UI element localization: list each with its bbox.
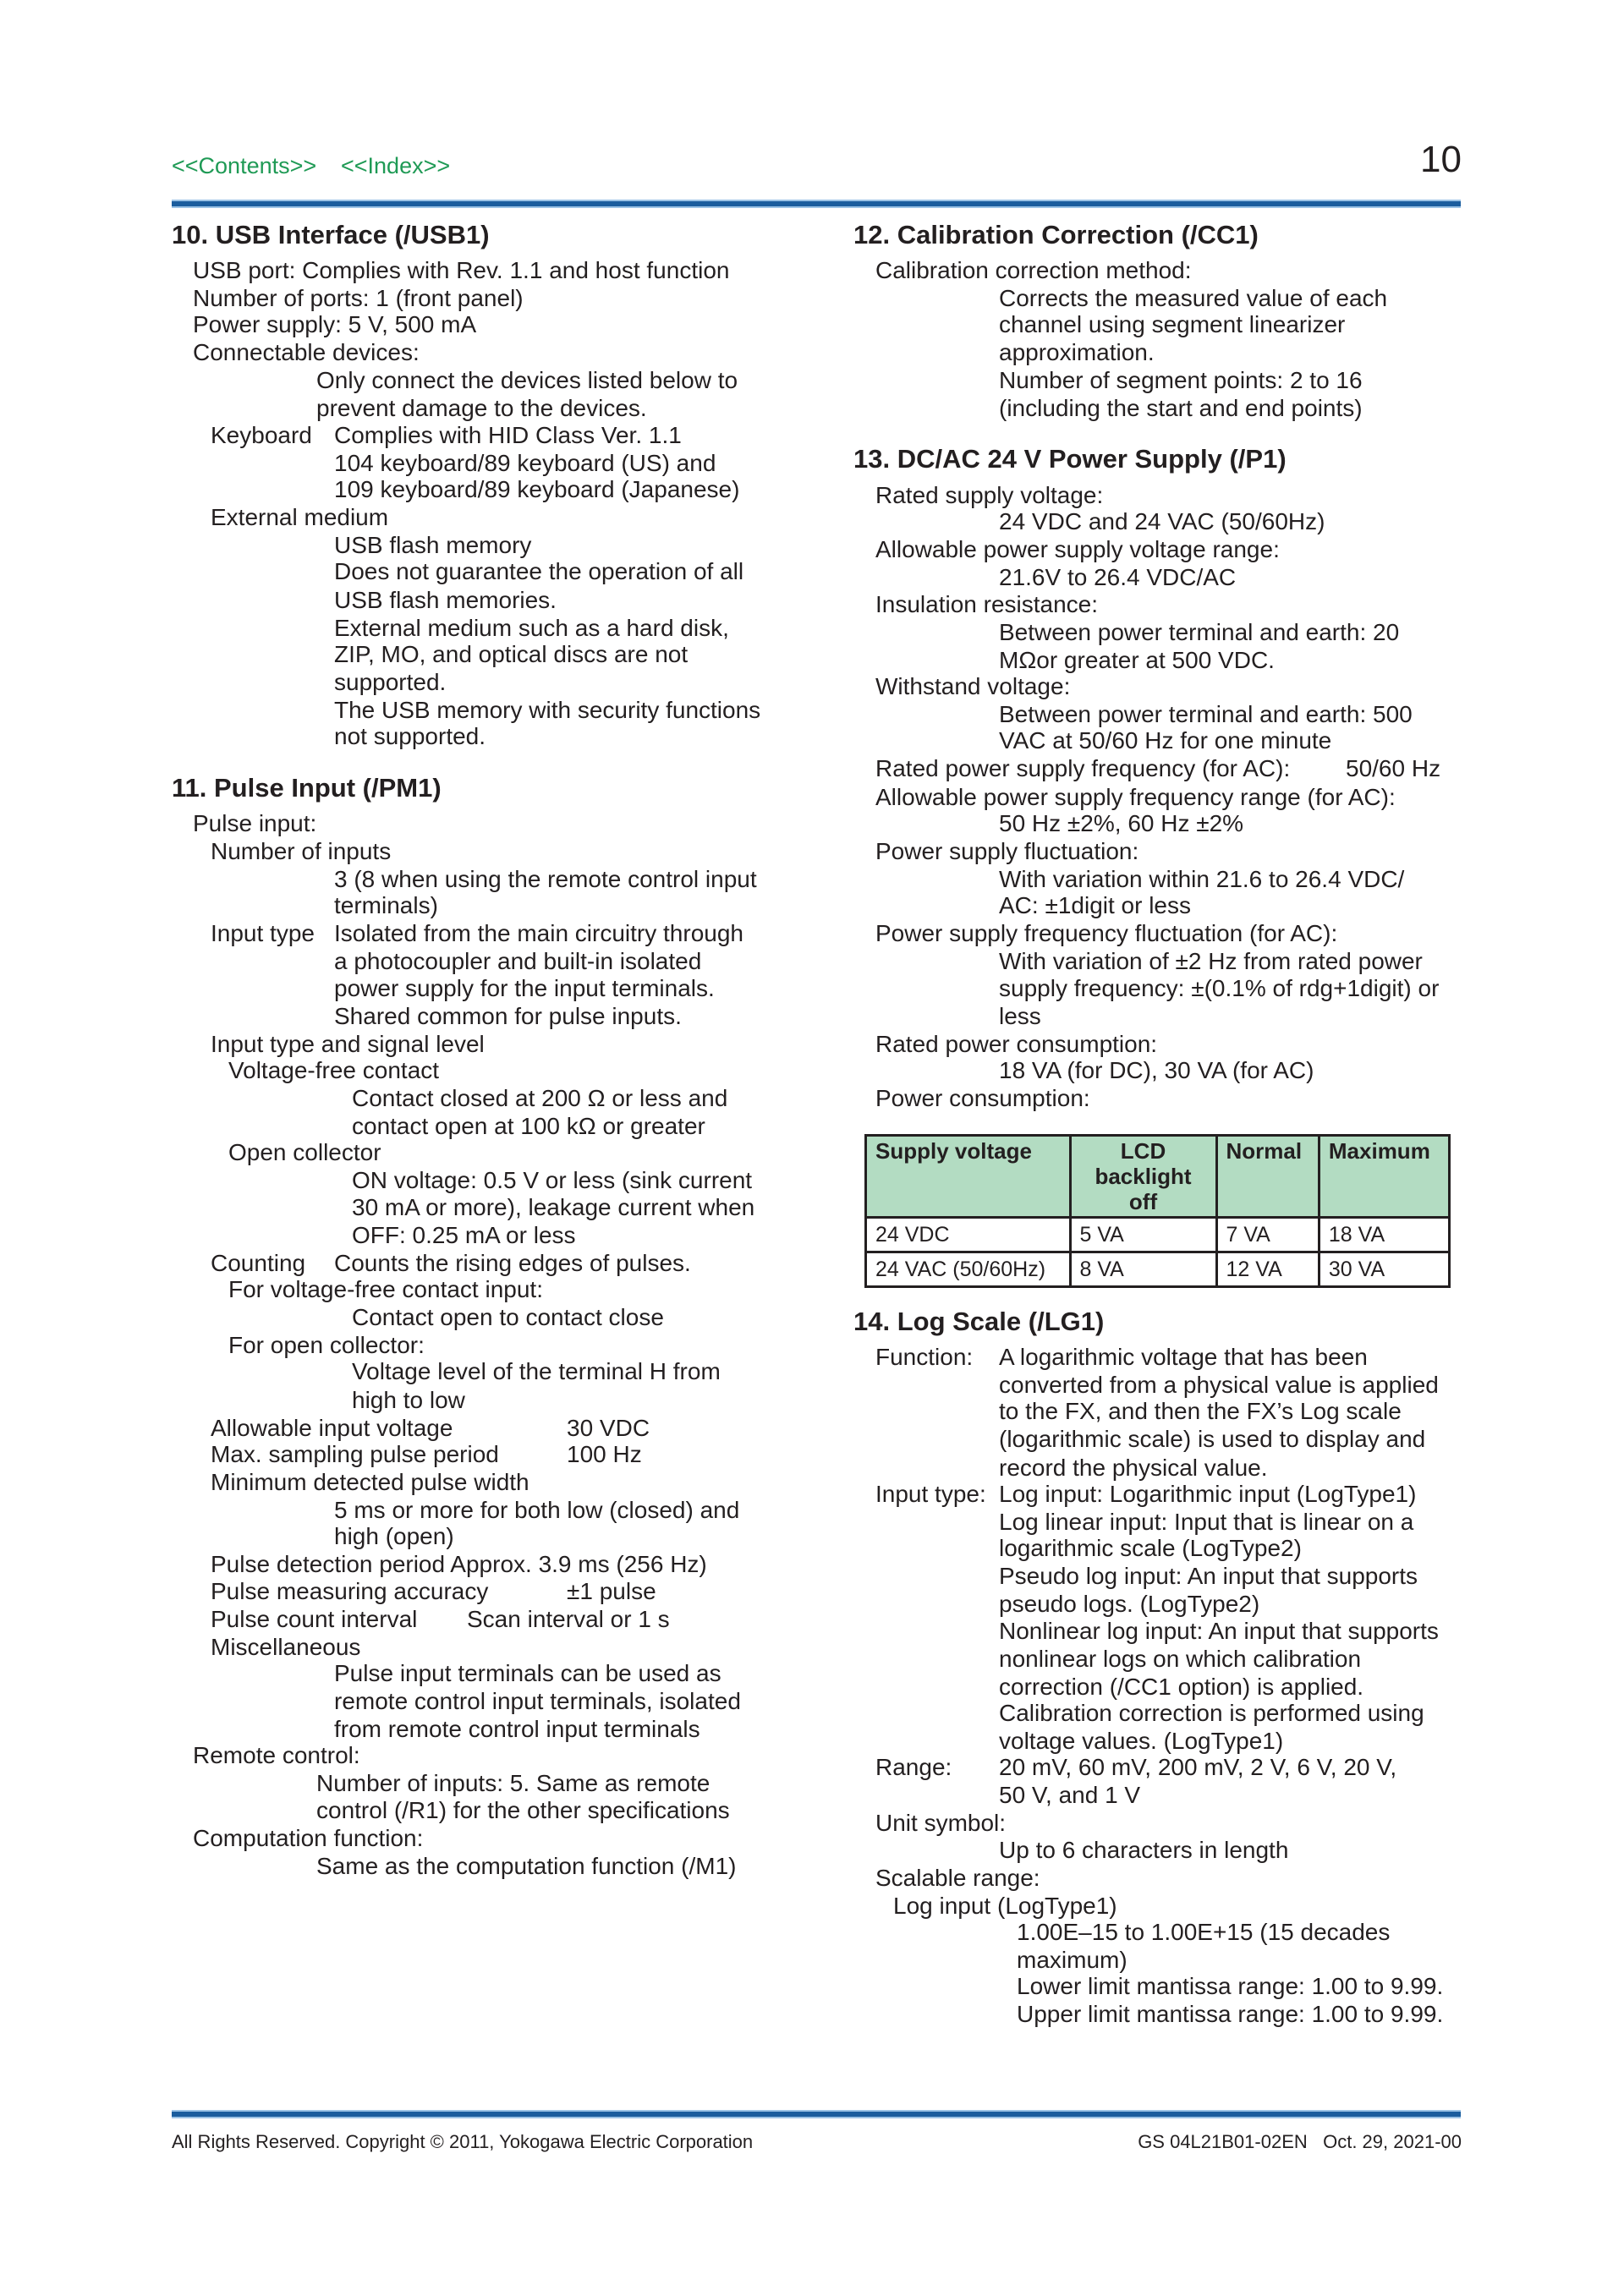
spec-label: External medium such as a hard disk, (334, 615, 729, 641)
spec-label: Function: (875, 1344, 974, 1370)
spec-line (352, 1113, 705, 1140)
spec-label: MΩor greater at 500 VDC. (999, 647, 1275, 673)
spec-line (1017, 1973, 1443, 2000)
spec-line (334, 948, 701, 975)
spec-label: Open collector (228, 1139, 381, 1165)
spec-label: Pulse count interval (211, 1606, 418, 1632)
spec-label: power supply for the input terminals. (334, 975, 715, 1001)
spec-label: 50 V, and 1 V (999, 1782, 1141, 1808)
spec-label: contact open at 100 kΩ or greater (352, 1113, 705, 1139)
spec-value: 50/60 Hz (1346, 755, 1441, 781)
table-cell: 18 VA (1319, 1218, 1449, 1252)
spec-label: USB flash memory (334, 532, 532, 558)
spec-label: Max. sampling pulse period (211, 1441, 499, 1467)
spec-line (1017, 2001, 1443, 2028)
spec-line (999, 1003, 1041, 1030)
spec-line (352, 1085, 727, 1112)
spec-line (334, 1660, 721, 1687)
spec-label: Number of inputs: 5. Same as remote (316, 1770, 710, 1796)
spec-line (999, 1618, 1439, 1645)
spec-label: Power supply: 5 V, 500 mA (193, 311, 477, 337)
spec-line (228, 1332, 425, 1359)
spec-label: Power supply fluctuation: (875, 838, 1139, 864)
spec-line (193, 285, 524, 312)
spec-line (334, 975, 715, 1002)
spec-line (875, 673, 1070, 700)
spec-label: 18 VA (for DC), 30 VA (for AC) (999, 1057, 1314, 1083)
spec-line (211, 1031, 485, 1058)
spec-label: Voltage level of the terminal H from (352, 1358, 721, 1384)
spec-line (999, 810, 1243, 837)
spec-label: high to low (352, 1387, 465, 1413)
spec-label: Between power terminal and earth: 20 (999, 619, 1400, 645)
spec-label: USB port: Complies with Rev. 1.1 and host function (193, 257, 730, 283)
spec-label: ZIP, MO, and optical discs are not (334, 641, 689, 667)
spec-label: Only connect the devices listed below to (316, 367, 738, 393)
spec-label: Log linear input: Input that is linear on a (999, 1509, 1414, 1535)
spec-line (334, 532, 531, 559)
spec-label: voltage values. (LogType1) (999, 1728, 1284, 1754)
page-number: 10 (1420, 139, 1462, 180)
spec-line (352, 1387, 465, 1414)
spec-label: a photocoupler and built-in isolated (334, 948, 702, 974)
header-rule (172, 200, 1461, 208)
spec-line (875, 1865, 1040, 1892)
spec-line (999, 1591, 1259, 1618)
header-lcd-backlight-off: LCD backlight off (1070, 1136, 1216, 1218)
spec-line (334, 1003, 682, 1030)
spec-line (999, 564, 1236, 591)
spec-line (228, 1057, 439, 1084)
spec-label: 1.00E–15 to 1.00E+15 (15 decades (1017, 1919, 1391, 1945)
spec-line (193, 339, 420, 366)
spec-label: Pulse measuring accuracy (211, 1578, 489, 1604)
spec-value: 100 Hz (567, 1441, 642, 1467)
spec-label: 3 (8 when using the remote control input (334, 866, 757, 892)
spec-label: Withstand voltage: (875, 673, 1071, 699)
spec-label: Calibration correction is performed using (999, 1700, 1424, 1726)
table-cell: 24 VAC (50/60Hz) (866, 1252, 1071, 1287)
spec-line (334, 450, 716, 477)
spec-value: Complies with HID Class Ver. 1.1 (334, 422, 682, 448)
spec-line (999, 1509, 1413, 1536)
spec-label: Does not guarantee the operation of all (334, 558, 744, 584)
table-row (866, 1218, 1450, 1252)
spec-label: control (/R1) for the other specifications (316, 1797, 730, 1823)
header-normal: Normal (1216, 1136, 1319, 1218)
spec-label: Miscellaneous (211, 1634, 361, 1660)
spec-label: prevent damage to the devices. (316, 395, 647, 421)
spec-label: Lower limit mantissa range: 1.00 to 9.99. (1017, 1973, 1444, 1999)
spec-line (875, 1085, 1090, 1112)
spec-line (999, 866, 1404, 893)
spec-line (999, 948, 1423, 975)
spec-line (875, 1754, 1397, 1781)
spec-line (193, 257, 729, 284)
spec-line (211, 1415, 650, 1442)
spec-label: Rated supply voltage: (875, 482, 1104, 508)
spec-line (999, 1674, 1363, 1701)
spec-value: A logarithmic voltage that has been (999, 1344, 1368, 1370)
spec-line (999, 395, 1363, 422)
spec-label: maximum) (1017, 1947, 1127, 1973)
section-heading: 11. Pulse Input (/PM1) (172, 773, 442, 803)
spec-label: (including the start and end points) (999, 395, 1363, 421)
spec-label: Between power terminal and earth: 500 (999, 701, 1413, 727)
table-cell: 24 VDC (866, 1218, 1071, 1252)
spec-label: Log input (LogType1) (893, 1893, 1117, 1919)
spec-label: Scalable range: (875, 1865, 1040, 1891)
spec-value: Log input: Logarithmic input (LogType1) (999, 1481, 1417, 1507)
spec-value: ±1 pulse (567, 1578, 656, 1604)
spec-label: Allowable power supply voltage range: (875, 536, 1280, 562)
spec-line (352, 1167, 752, 1194)
spec-line (193, 311, 476, 338)
spec-label: Allowable power supply frequency range (for AC): (875, 784, 1396, 810)
spec-line (316, 367, 738, 394)
spec-line (211, 1469, 529, 1496)
spec-label: ON voltage: 0.5 V or less (sink current (352, 1167, 753, 1193)
spec-label: Contact open to contact close (352, 1304, 664, 1330)
spec-line (193, 810, 316, 837)
spec-line (999, 1057, 1314, 1084)
spec-line (999, 285, 1387, 312)
spec-line (893, 1893, 1117, 1920)
spec-value: Counts the rising edges of pulses. (334, 1250, 691, 1276)
spec-label: Shared common for pulse inputs. (334, 1003, 682, 1029)
spec-line (1017, 1919, 1390, 1946)
spec-line (211, 920, 743, 947)
spec-line (875, 920, 1337, 947)
spec-label: Input type and signal level (211, 1031, 485, 1057)
spec-label: Voltage-free contact (228, 1057, 440, 1083)
spec-label: record the physical value. (999, 1455, 1268, 1481)
spec-line (875, 1810, 1006, 1837)
spec-label: pseudo logs. (LogType2) (999, 1591, 1260, 1617)
spec-line (999, 1455, 1268, 1482)
spec-label: 109 keyboard/89 keyboard (Japanese) (334, 476, 740, 502)
spec-label: Upper limit mantissa range: 1.00 to 9.99. (1017, 2001, 1444, 2027)
spec-value: 30 VDC (567, 1415, 650, 1441)
spec-line (999, 975, 1439, 1002)
header-supply-voltage: Supply voltage (866, 1136, 1071, 1218)
table-cell: 8 VA (1070, 1252, 1216, 1287)
spec-label: Minimum detected pulse width (211, 1469, 529, 1495)
power-consumption-table (864, 1134, 1451, 1288)
spec-line (193, 1742, 360, 1769)
spec-label: Pulse input: (193, 810, 317, 836)
spec-label: Corrects the measured value of each (999, 285, 1388, 311)
spec-label: from remote control input terminals (334, 1716, 700, 1742)
spec-line (352, 1194, 754, 1221)
spec-label: nonlinear logs on which calibration (999, 1646, 1362, 1672)
spec-label: 104 keyboard/89 keyboard (US) and (334, 450, 716, 476)
spec-line (352, 1304, 664, 1331)
spec-line (999, 1646, 1361, 1673)
contents-link[interactable]: <<Contents>> (172, 153, 317, 178)
spec-line (334, 1497, 739, 1524)
spec-value: Scan interval or 1 s (467, 1606, 670, 1632)
spec-line (334, 1688, 741, 1715)
spec-label: For voltage-free contact input: (228, 1276, 543, 1302)
spec-label: Pulse input terminals can be used as (334, 1660, 721, 1686)
table-header-row (866, 1136, 1450, 1218)
spec-label: supply frequency: ±(0.1% of rdg+1digit) or (999, 975, 1440, 1001)
spec-line (999, 1728, 1283, 1755)
spec-line (999, 619, 1399, 646)
spec-line (999, 1837, 1288, 1864)
spec-line (334, 1716, 700, 1743)
spec-line (334, 697, 760, 724)
spec-line (999, 647, 1275, 674)
spec-line (999, 1700, 1424, 1727)
index-link[interactable]: <<Index>> (341, 153, 451, 178)
table-cell: 5 VA (1070, 1218, 1216, 1252)
spec-line (999, 1426, 1425, 1453)
spec-line (334, 615, 729, 642)
spec-line (211, 838, 391, 865)
section-heading: 14. Log Scale (/LG1) (853, 1307, 1105, 1336)
spec-line (334, 892, 438, 919)
spec-label: supported. (334, 669, 447, 695)
spec-label: 24 VDC and 24 VAC (50/60Hz) (999, 508, 1325, 534)
spec-line (334, 558, 743, 585)
spec-line (334, 476, 739, 503)
spec-label: Allowable input voltage (211, 1415, 453, 1441)
spec-line (999, 339, 1155, 366)
spec-line (999, 1398, 1402, 1425)
spec-line (999, 1782, 1140, 1809)
spec-line (875, 1481, 1417, 1508)
section-heading: 12. Calibration Correction (/CC1) (853, 220, 1259, 249)
spec-line (228, 1276, 543, 1303)
table-cell: 30 VA (1319, 1252, 1449, 1287)
spec-line (316, 1770, 710, 1797)
spec-label: (logarithmic scale) is used to display and (999, 1426, 1426, 1452)
spec-label: 50 Hz ±2%, 60 Hz ±2% (999, 810, 1244, 836)
table-cell: 7 VA (1216, 1218, 1319, 1252)
table-row (866, 1252, 1450, 1287)
spec-label: 30 mA or more), leakage current when (352, 1194, 755, 1220)
spec-label: The USB memory with security functions (334, 697, 761, 723)
spec-label: to the FX, and then the FX’s Log scale (999, 1398, 1402, 1424)
spec-label: Connectable devices: (193, 339, 420, 365)
spec-line (875, 1344, 1368, 1371)
spec-label: Unit symbol: (875, 1810, 1007, 1836)
spec-line (999, 311, 1345, 338)
spec-label: Range: (875, 1754, 952, 1780)
spec-value: 20 mV, 60 mV, 200 mV, 2 V, 6 V, 20 V, (999, 1754, 1397, 1780)
spec-line (316, 1853, 736, 1880)
spec-line (211, 1250, 691, 1277)
copyright: All Rights Reserved. Copyright © 2011, Yokogawa Electric Corporation (172, 2131, 754, 2152)
spec-label: Counting (211, 1250, 306, 1276)
spec-label: Same as the computation function (/M1) (316, 1853, 737, 1879)
spec-label: approximation. (999, 339, 1155, 365)
spec-line (334, 641, 688, 668)
spec-line (334, 723, 486, 750)
spec-label: OFF: 0.25 mA or less (352, 1222, 576, 1248)
spec-label: terminals) (334, 892, 438, 918)
spec-label: AC: ±1digit or less (999, 892, 1192, 918)
spec-line (999, 892, 1191, 919)
spec-line (352, 1358, 721, 1385)
spec-label: For open collector: (228, 1332, 425, 1358)
spec-line (211, 1551, 707, 1578)
footer-rule (172, 2110, 1461, 2118)
spec-label: Computation function: (193, 1825, 424, 1851)
spec-label: With variation of ±2 Hz from rated power (999, 948, 1423, 974)
spec-line (352, 1222, 576, 1249)
spec-line (334, 587, 557, 614)
spec-label: Contact closed at 200 Ω or less and (352, 1085, 728, 1111)
spec-label: logarithmic scale (LogType2) (999, 1535, 1302, 1561)
spec-label: Nonlinear log input: An input that supports (999, 1618, 1439, 1644)
table-cell: 12 VA (1216, 1252, 1319, 1287)
spec-label: channel using segment linearizer (999, 311, 1346, 337)
spec-line (999, 1563, 1418, 1590)
spec-label: Power supply frequency fluctuation (for AC): (875, 920, 1338, 946)
spec-label: Number of inputs (211, 838, 392, 864)
spec-label: Number of ports: 1 (front panel) (193, 285, 524, 311)
spec-line (211, 504, 388, 531)
spec-label: Power consumption: (875, 1085, 1090, 1111)
spec-label: External medium (211, 504, 389, 530)
spec-line (875, 257, 1192, 284)
spec-line (193, 1825, 423, 1852)
spec-line (875, 838, 1138, 865)
spec-line (875, 755, 1441, 782)
spec-label: Up to 6 characters in length (999, 1837, 1289, 1863)
spec-line (999, 508, 1325, 535)
spec-label: correction (/CC1 option) is applied. (999, 1674, 1364, 1700)
spec-label: less (999, 1003, 1041, 1029)
section-heading: 13. DC/AC 24 V Power Supply (/P1) (853, 444, 1287, 474)
spec-line (334, 669, 446, 696)
spec-label: With variation within 21.6 to 26.4 VDC/ (999, 866, 1405, 892)
spec-value: Isolated from the main circuitry through (334, 920, 743, 946)
spec-line (211, 422, 682, 449)
spec-label: Pulse detection period Approx. 3.9 ms (256 Hz) (211, 1551, 707, 1577)
spec-line (999, 367, 1363, 394)
spec-line (999, 727, 1331, 754)
spec-label: VAC at 50/60 Hz for one minute (999, 727, 1332, 753)
spec-line (875, 591, 1098, 618)
spec-line (316, 395, 647, 422)
spec-line (334, 1523, 454, 1550)
spec-label: Calibration correction method: (875, 257, 1192, 283)
spec-label: not supported. (334, 723, 486, 749)
spec-line (875, 1031, 1157, 1058)
spec-line (316, 1797, 730, 1824)
spec-line (875, 482, 1103, 509)
spec-label: Input type: (875, 1481, 986, 1507)
spec-label: Remote control: (193, 1742, 360, 1768)
spec-line (334, 866, 757, 893)
spec-label: USB flash memories. (334, 587, 557, 613)
spec-line (999, 701, 1413, 728)
spec-line (211, 1634, 360, 1661)
spec-label: Insulation resistance: (875, 591, 1099, 617)
spec-label: remote control input terminals, isolated (334, 1688, 741, 1714)
spec-line (211, 1578, 656, 1605)
section-heading: 10. USB Interface (/USB1) (172, 220, 490, 249)
spec-line (999, 1372, 1439, 1399)
spec-line (999, 1535, 1302, 1562)
spec-line (875, 536, 1280, 563)
spec-label: converted from a physical value is applied (999, 1372, 1439, 1398)
spec-line (228, 1139, 381, 1166)
spec-label: Pseudo log input: An input that supports (999, 1563, 1418, 1589)
spec-label: 5 ms or more for both low (closed) and (334, 1497, 740, 1523)
spec-label: Number of segment points: 2 to 16 (999, 367, 1363, 393)
spec-label: high (open) (334, 1523, 454, 1549)
spec-label: Input type (211, 920, 315, 946)
spec-line (211, 1441, 642, 1468)
spec-label: 21.6V to 26.4 VDC/AC (999, 564, 1237, 590)
header-maximum: Maximum (1319, 1136, 1449, 1218)
spec-label: Keyboard (211, 422, 312, 448)
spec-label: Rated power consumption: (875, 1031, 1158, 1057)
spec-line (1017, 1947, 1127, 1974)
spec-line (875, 784, 1396, 811)
spec-label: Rated power supply frequency (for AC): (875, 755, 1291, 781)
document-id: GS 04L21B01-02EN Oct. 29, 2021-00 (1138, 2131, 1462, 2152)
spec-line (211, 1606, 670, 1633)
